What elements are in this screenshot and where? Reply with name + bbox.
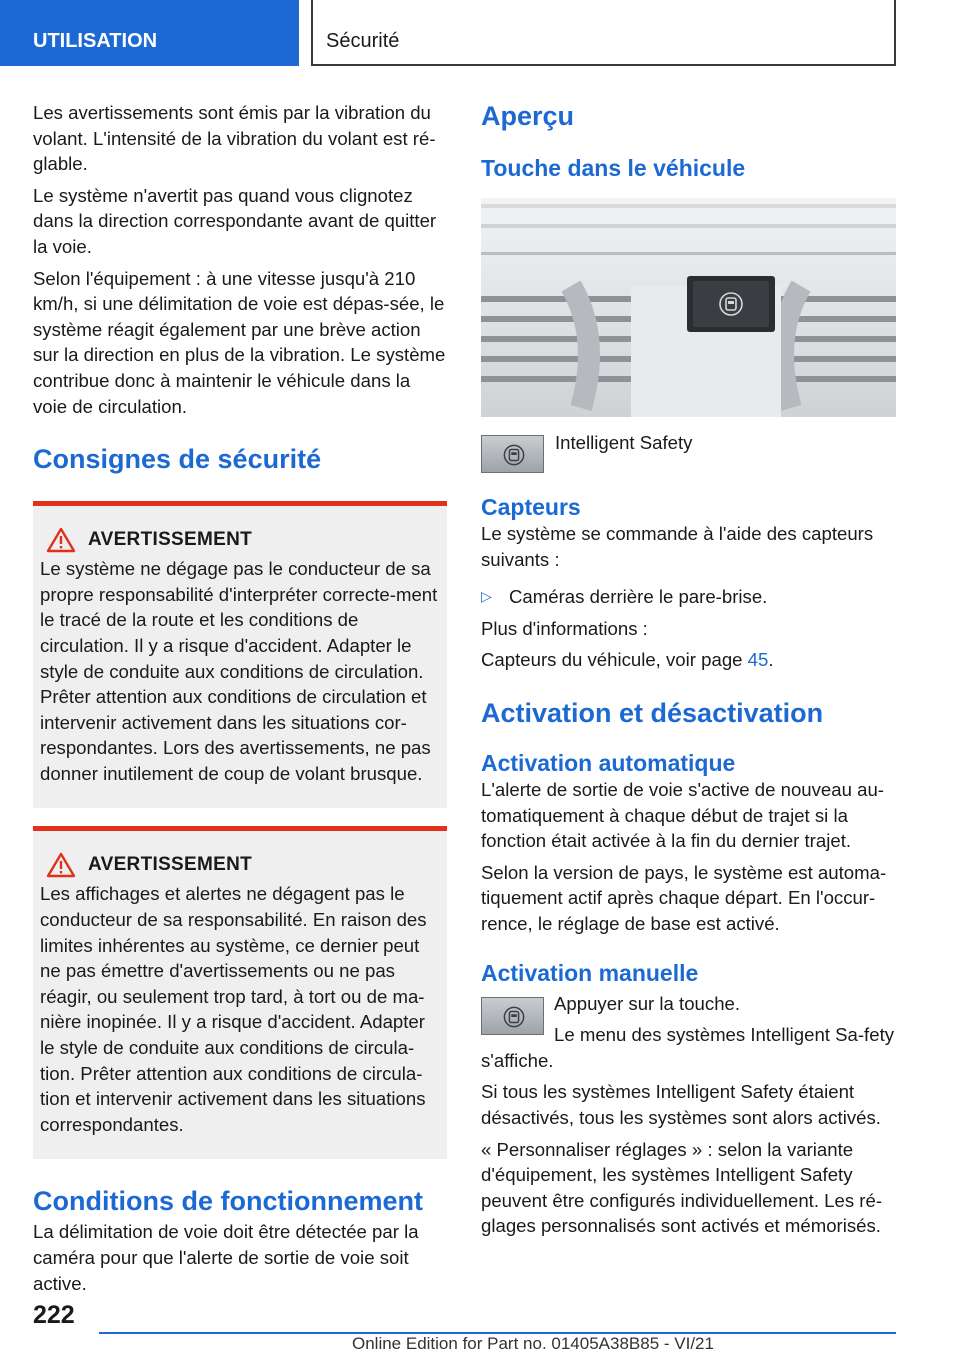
warning-triangle-icon bbox=[46, 527, 76, 553]
conditions-heading: Conditions de fonctionnement bbox=[33, 1186, 423, 1217]
page-footer bbox=[0, 1290, 960, 1362]
warning-header bbox=[40, 852, 439, 878]
button-label: Intelligent Safety bbox=[555, 432, 693, 453]
section-tab: UTILISATION bbox=[0, 0, 299, 66]
list-item bbox=[481, 584, 896, 610]
sensors-heading: Capteurs bbox=[481, 494, 581, 520]
page-link[interactable]: 45 bbox=[747, 649, 769, 671]
left-column bbox=[33, 100, 447, 1302]
intro-paragraph-3: Selon l'équipement : à une vitesse jusqu'à 210 km/h, si une délimitation de voie est dépas-sée, le système réagit également par une brève action sur la direction en plus de la vibration. Le système contribue donc à maintenir le véhicule dans la voie de circulation. bbox=[33, 267, 446, 417]
overview-heading: Aperçu bbox=[481, 101, 575, 131]
warning-title: AVERTISSEMENT bbox=[88, 529, 253, 551]
warning-text: Les affichages et alertes ne dégagent pas le conducteur de sa responsabilité. En raison des limites inhérentes au système, ce dernier peut ne pas émettre d'avertissements ou ne pas réagir, ou seulement trop tard, à tort ou de ma-nière inopinée. Il y a risque d'accident. Adapter le style de conduite aux conditions de circula-tion. Prêter attention aux conditions de circula-tion et intervenir activement dans les situations correspondantes. bbox=[40, 883, 427, 1135]
auto-paragraph-2: Selon la version de pays, le système est automa-tiquement actif après chaque départ. En l'occur-rence, le réglage de base est activé. bbox=[481, 861, 887, 934]
more-info-label: Plus d'informations : bbox=[481, 617, 648, 639]
conditions-text: La délimitation de voie doit être détectée par la caméra pour que l'alerte de sortie de voie soit active. bbox=[33, 1221, 419, 1294]
edition-note: Online Edition for Part no. 01405A38B85 - VI/21 bbox=[352, 1334, 714, 1353]
warning-text: Le système ne dégage pas le conducteur de sa propre responsabilité d'interpréter correcte-ment le tracé de la route et les conditions de circulation. Il y a risque d'accident. Adapter le style de conduite aux conditions de circulation. Prêter attention aux conditions de circulation et intervenir activement dans les situations cor-respondantes. Lors des avertissements, ne pas donner inutilement de coup de volant brusque. bbox=[40, 558, 438, 784]
manual-paragraph-1: Si tous les systèmes Intelligent Safety étaient désactivés, tous les systèmes sont alors activés. bbox=[481, 1081, 881, 1128]
intelligent-safety-icon bbox=[503, 1006, 525, 1028]
manual-activation-heading: Activation manuelle bbox=[481, 959, 699, 986]
intelligent-safety-icon bbox=[503, 444, 525, 466]
manual-step-2: Le menu des systèmes Intelligent Sa-fety s'affiche. bbox=[481, 1024, 895, 1071]
manual-paragraph-2: « Personnaliser réglages » : selon la variante d'équipement, les systèmes Intelligent Safety peuvent être configurés individuellement. Les ré-glages personnalisés sont activés et mémorisés. bbox=[481, 1138, 883, 1237]
right-column bbox=[481, 100, 896, 1245]
bullet-triangle-icon: ▷ bbox=[481, 588, 492, 605]
manual-step-block bbox=[481, 991, 896, 1074]
warning-box-2 bbox=[33, 826, 447, 1159]
page-header bbox=[0, 0, 960, 66]
vehicle-button-photo bbox=[481, 198, 896, 417]
sensors-bullet-text: Caméras derrière le pare-brise. bbox=[509, 586, 768, 608]
chapter-tab: Sécurité bbox=[311, 0, 896, 66]
intro-paragraph-2: Le système n'avertit pas quand vous clignotez dans la direction correspondante avant de quitter la voie. bbox=[33, 184, 437, 257]
sensors-intro: Le système se commande à l'aide des capteurs suivants : bbox=[481, 523, 874, 570]
warning-triangle-icon bbox=[46, 852, 76, 878]
activation-heading: Activation et désactivation bbox=[481, 697, 824, 728]
dashboard-illustration bbox=[481, 198, 896, 417]
page-reference bbox=[481, 647, 896, 673]
reference-suffix: . bbox=[768, 649, 774, 671]
auto-activation-heading: Activation automatique bbox=[481, 749, 736, 776]
button-legend bbox=[481, 432, 896, 473]
intro-paragraph-1: Les avertissements sont émis par la vibration du volant. L'intensité de la vibration du volant est ré-glable. bbox=[33, 102, 436, 175]
page-number: 222 bbox=[33, 1301, 75, 1329]
intelligent-safety-button bbox=[481, 435, 544, 473]
safety-heading: Consignes de sécurité bbox=[33, 444, 322, 475]
warning-box-1 bbox=[33, 501, 447, 808]
manual-step-1: Appuyer sur la touche. bbox=[554, 992, 741, 1014]
auto-paragraph-1: L'alerte de sortie de voie s'active de nouveau au-tomatiquement à chaque début de trajet si la fonction était activée à la fin du dernier trajet. bbox=[481, 778, 884, 852]
reference-prefix: Capteurs du véhicule, voir page bbox=[481, 649, 748, 671]
warning-header bbox=[40, 527, 439, 553]
intelligent-safety-button bbox=[481, 997, 544, 1035]
warning-title: AVERTISSEMENT bbox=[88, 854, 253, 876]
button-heading: Touche dans le véhicule bbox=[481, 155, 746, 181]
